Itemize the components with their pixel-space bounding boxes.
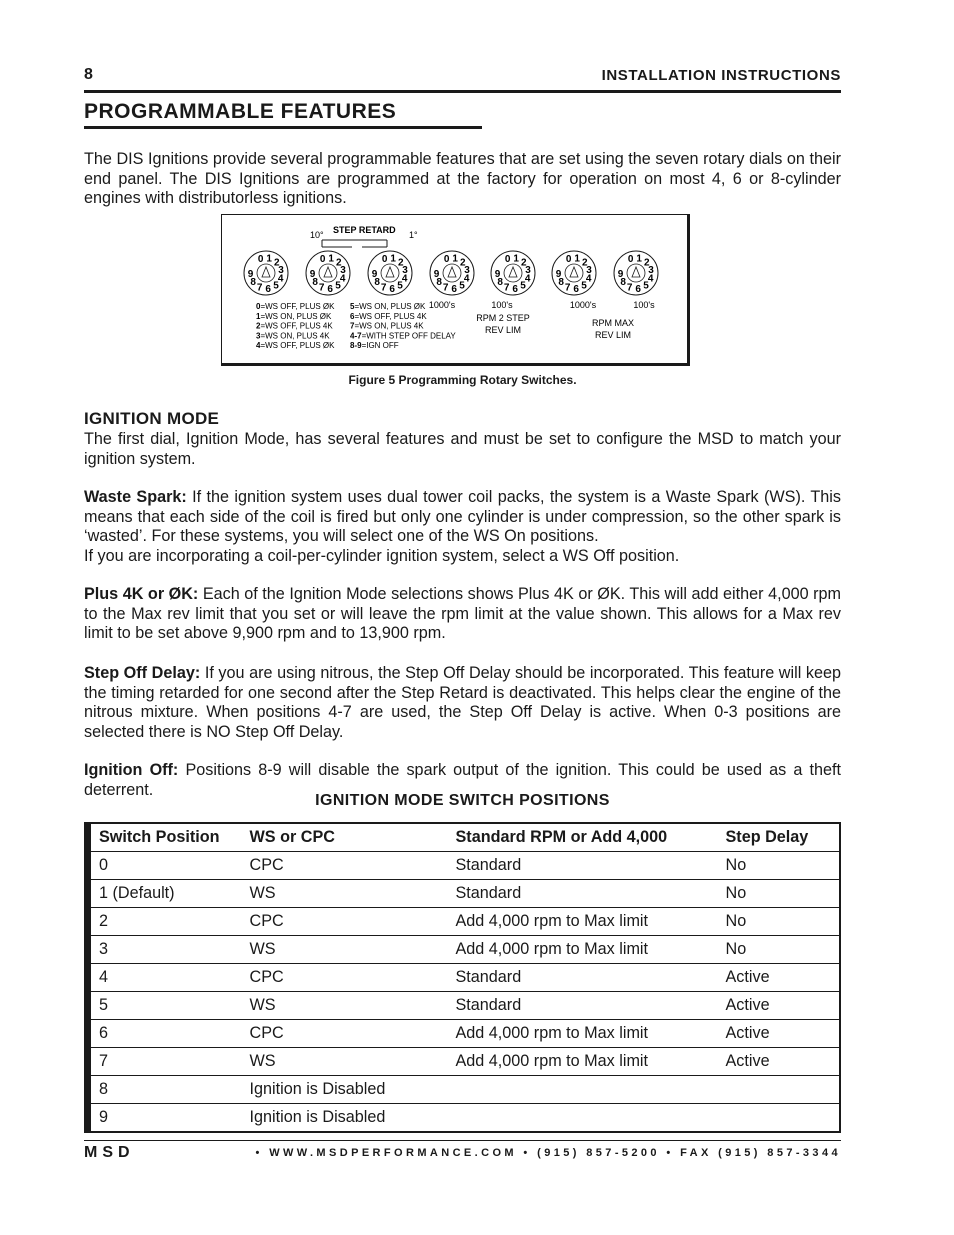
- dial-digit: 7: [442, 282, 449, 294]
- plus4k-label: Plus 4K or ØK:: [84, 585, 199, 603]
- dial-digit: 9: [309, 269, 316, 280]
- dial-digit: 5: [335, 280, 341, 292]
- rotary-dial-7: [614, 251, 658, 295]
- dial-digit: 4: [647, 273, 654, 285]
- dial-digit: 2: [398, 257, 404, 269]
- rotary-switch-diagram: [222, 215, 687, 363]
- dial-digit: 7: [564, 282, 571, 294]
- page-header: [84, 66, 841, 93]
- dial-digit: 4: [524, 273, 531, 285]
- table-cell: 9: [88, 1104, 242, 1133]
- dial-digit: 1: [390, 253, 396, 265]
- dial-digit: 6: [451, 283, 457, 295]
- mode-list-item: 1=WS ON, PLUS ØK: [256, 311, 332, 321]
- dial-digit: 9: [371, 269, 378, 280]
- dial-digit: 1: [636, 253, 642, 265]
- col-header-switch-position: Switch Position: [88, 823, 242, 852]
- table-cell: 2: [88, 908, 242, 936]
- table-cell: Standard: [448, 992, 718, 1020]
- ignition-off-paragraph: Ignition Off: Positions 8-9 will disable the spark output of the ignition. This could be used as a theft deterrent.: [84, 761, 841, 799]
- dial-digit: 3: [402, 264, 408, 276]
- dial-digit: 2: [336, 257, 342, 269]
- dial-digit: 7: [318, 282, 325, 294]
- page-number: 8: [84, 66, 93, 83]
- dial-digit: 0: [319, 253, 326, 265]
- table-row: [88, 852, 841, 880]
- table-cell: 5: [88, 992, 242, 1020]
- dial-digit: 1: [574, 253, 580, 265]
- mode-list-item: 0=WS OFF, PLUS ØK: [256, 302, 335, 311]
- mode-list-item: 8-9=IGN OFF: [350, 341, 399, 351]
- table-cell: Ignition is Disabled: [242, 1076, 448, 1104]
- dial-digit: 8: [436, 277, 442, 289]
- dial-digit: 2: [582, 257, 588, 269]
- table-cell: 3: [88, 936, 242, 964]
- table-cell: 6: [88, 1020, 242, 1048]
- table-cell: Add 4,000 rpm to Max limit: [448, 1020, 718, 1048]
- dial-digit: 5: [459, 280, 465, 292]
- ignition-mode-heading: IGNITION MODE: [84, 409, 220, 428]
- dial-digit: 3: [586, 264, 592, 276]
- ignition-off-label: Ignition Off:: [84, 761, 179, 779]
- table-title: IGNITION MODE SWITCH POSITIONS: [315, 792, 610, 809]
- footer-contact: • WWW.MSDPERFORMANCE.COM • (915) 857-5200 • FAX (915) 857-3344: [255, 1147, 841, 1159]
- table-cell: WS: [242, 992, 448, 1020]
- table-cell: Add 4,000 rpm to Max limit: [448, 936, 718, 964]
- dial-digit: 5: [520, 280, 526, 292]
- dial-digit: 0: [504, 253, 511, 265]
- mode-list-item: 7=WS ON, PLUS 4K: [350, 321, 424, 331]
- dial-digit: 4: [277, 273, 284, 285]
- dial-digit: 6: [389, 283, 395, 295]
- waste-spark-label: Waste Spark:: [84, 488, 187, 506]
- table-cell: [448, 1104, 718, 1133]
- dial-digit: 9: [494, 269, 501, 280]
- table-cell: No: [718, 852, 841, 880]
- dial-digit: 9: [433, 269, 440, 280]
- rpm-max-label-1: RPM MAX: [591, 318, 635, 328]
- dial-digit: 2: [644, 257, 650, 269]
- table-cell: Standard: [448, 880, 718, 908]
- dial-digit: 2: [274, 257, 280, 269]
- table-cell: Standard: [448, 852, 718, 880]
- dial-digit: 7: [626, 282, 633, 294]
- dial-digit: 8: [250, 277, 256, 289]
- table-cell: 8: [88, 1076, 242, 1104]
- dial-digit: 3: [525, 264, 531, 276]
- dial-digit: 3: [340, 264, 346, 276]
- table-cell: Active: [718, 992, 841, 1020]
- waste-spark-paragraph: Waste Spark: If the ignition system uses dual tower coil packs, the system is a Waste Spark (WS). This means that each side of the coil is fired but only one cylinder is under compression, so the other spark is ‘wasted’. For these systems, you will select one of the WS On positions. If you are incorporating a coil-per-cylinder ignition system, select a WS Off position.: [84, 488, 841, 565]
- table-cell: [718, 1076, 841, 1104]
- footer-brand: MSD: [84, 1144, 135, 1161]
- mode-list-item: 2=WS OFF, PLUS 4K: [256, 321, 333, 331]
- dial-digit: 6: [327, 283, 333, 295]
- dial-digit: 0: [565, 253, 572, 265]
- dial-digit: 3: [464, 264, 470, 276]
- dial-digit: 9: [247, 269, 254, 280]
- dial-digit: 0: [627, 253, 634, 265]
- mode-list-item: 4-7=WITH STEP OFF DELAY: [350, 331, 456, 341]
- dial5-label: 100's: [491, 300, 513, 310]
- table-row: [88, 1020, 841, 1048]
- section-title: PROGRAMMABLE FEATURES: [84, 100, 482, 129]
- table-cell: Active: [718, 1020, 841, 1048]
- table-row: [88, 992, 841, 1020]
- table-cell: CPC: [242, 852, 448, 880]
- dial-digit: 4: [585, 273, 592, 285]
- rotary-dial-3: [368, 251, 412, 295]
- plus4k-paragraph: Plus 4K or ØK: Each of the Ignition Mode selections shows Plus 4K or ØK. This will add either 4,000 rpm to the Max rev limit that you set or will leave the rpm limit at the value shown. This allows for a Max rev limit to be set above 9,900 rpm and to 13,900 rpm.: [84, 585, 841, 642]
- dial-digit: 1: [266, 253, 272, 265]
- table-cell: Add 4,000 rpm to Max limit: [448, 908, 718, 936]
- col-header-step-delay: Step Delay: [718, 823, 841, 852]
- table-cell: CPC: [242, 1020, 448, 1048]
- table-cell: No: [718, 936, 841, 964]
- col-header-rpm: Standard RPM or Add 4,000: [448, 823, 718, 852]
- dial-digit: 5: [397, 280, 403, 292]
- dial-digit: 8: [620, 277, 626, 289]
- dial-digit: 0: [257, 253, 264, 265]
- table-row: [88, 1048, 841, 1076]
- table-cell: CPC: [242, 908, 448, 936]
- dial-digit: 3: [278, 264, 284, 276]
- dial-digit: 4: [463, 273, 470, 285]
- table-row: [88, 964, 841, 992]
- dial-digit: 6: [635, 283, 641, 295]
- dial-digit: 8: [558, 277, 564, 289]
- intro-paragraph: The DIS Ignitions provide several programmable features that are set using the seven rotary dials on their end panel. The DIS Ignitions are programmed at the factory for operation on most 4, 6 or 8-cylinder engines with distributorless ignitions.: [84, 150, 841, 207]
- table-cell: WS: [242, 880, 448, 908]
- table-cell: Active: [718, 964, 841, 992]
- dial-digit: 6: [573, 283, 579, 295]
- dial-digit: 9: [617, 269, 624, 280]
- step-off-label: Step Off Delay:: [84, 664, 201, 682]
- rotary-dial-1: [244, 251, 288, 295]
- rpm-step-label-1: RPM 2 STEP: [476, 313, 530, 323]
- dial-digit: 5: [643, 280, 649, 292]
- mode-list-item: 5=WS ON, PLUS ØK: [350, 302, 426, 311]
- dial-digit: 1: [328, 253, 334, 265]
- ignition-mode-paragraph: The first dial, Ignition Mode, has several features and must be set to configure the MSD to match your ignition system.: [84, 430, 841, 468]
- page-footer: [84, 1140, 841, 1161]
- rotary-switch-figure: [221, 214, 690, 366]
- table-cell: Standard: [448, 964, 718, 992]
- table-cell: 0: [88, 852, 242, 880]
- figure-caption: Figure 5 Programming Rotary Switches.: [348, 373, 577, 387]
- table-cell: WS: [242, 936, 448, 964]
- step-retard-label: STEP RETARD: [333, 225, 396, 235]
- table-row: [88, 936, 841, 964]
- table-cell: Ignition is Disabled: [242, 1104, 448, 1133]
- table-cell: No: [718, 880, 841, 908]
- dial-digit: 9: [555, 269, 562, 280]
- table-cell: No: [718, 908, 841, 936]
- dial-digit: 5: [273, 280, 279, 292]
- dial-digit: 8: [497, 277, 503, 289]
- dial-digit: 7: [380, 282, 387, 294]
- mode-list-item: 4=WS OFF, PLUS ØK: [256, 341, 335, 351]
- dial-digit: 1: [513, 253, 519, 265]
- table-cell: WS: [242, 1048, 448, 1076]
- dial4-label: 1000's: [428, 300, 456, 310]
- mode-list-item: 3=WS ON, PLUS 4K: [256, 331, 330, 341]
- dial-digit: 4: [339, 273, 346, 285]
- dial-digit: 3: [648, 264, 654, 276]
- table-cell: [718, 1104, 841, 1133]
- table-cell: [448, 1076, 718, 1104]
- table-cell: Add 4,000 rpm to Max limit: [448, 1048, 718, 1076]
- rotary-dial-6: [552, 251, 596, 295]
- dial-digit: 7: [503, 282, 510, 294]
- dial-digit: 1: [452, 253, 458, 265]
- dial-digit: 0: [381, 253, 388, 265]
- dial7-label: 100's: [633, 300, 655, 310]
- table-cell: 7: [88, 1048, 242, 1076]
- rpm-max-label-2: REV LIM: [594, 330, 632, 340]
- dial-digit: 2: [521, 257, 527, 269]
- dial-digit: 8: [312, 277, 318, 289]
- dial-digit: 6: [265, 283, 271, 295]
- right-degree-label: 1°: [409, 230, 418, 240]
- dial-digit: 2: [460, 257, 466, 269]
- mode-list-item: 6=WS OFF, PLUS 4K: [350, 311, 427, 321]
- dial-digit: 0: [443, 253, 450, 265]
- table-cell: Active: [718, 1048, 841, 1076]
- table-row: [88, 908, 841, 936]
- dial-digit: 4: [401, 273, 408, 285]
- table-cell: 4: [88, 964, 242, 992]
- rotary-dial-5: [491, 251, 535, 295]
- dial6-label: 1000's: [569, 300, 597, 310]
- table-header-row: [88, 823, 841, 852]
- header-title: INSTALLATION INSTRUCTIONS: [601, 67, 841, 84]
- rotary-dial-2: [306, 251, 350, 295]
- dial-digit: 5: [581, 280, 587, 292]
- dial-digit: 7: [256, 282, 263, 294]
- col-header-ws-or-cpc: WS or CPC: [242, 823, 448, 852]
- table-row: [88, 880, 841, 908]
- rotary-dial-4: [430, 251, 474, 295]
- table-cell: 1 (Default): [88, 880, 242, 908]
- step-off-paragraph: Step Off Delay: If you are using nitrous, the Step Off Delay should be incorporated. This feature will keep the timing retarded for one second after the Step Retard is deactivated. This helps clear the engine of the nitrous mixture. When positions 4-7 are used, the Step Off Delay is active. When 0-3 positions are selected there is NO Step Off Delay.: [84, 664, 841, 741]
- dial-digit: 6: [512, 283, 518, 295]
- table-cell: CPC: [242, 964, 448, 992]
- switch-positions-table: [84, 822, 841, 1133]
- left-degree-label: 10°: [310, 230, 324, 240]
- table-row: [88, 1104, 841, 1133]
- dial-digit: 8: [374, 277, 380, 289]
- table-row: [88, 1076, 841, 1104]
- rpm-step-label-2: REV LIM: [484, 325, 522, 335]
